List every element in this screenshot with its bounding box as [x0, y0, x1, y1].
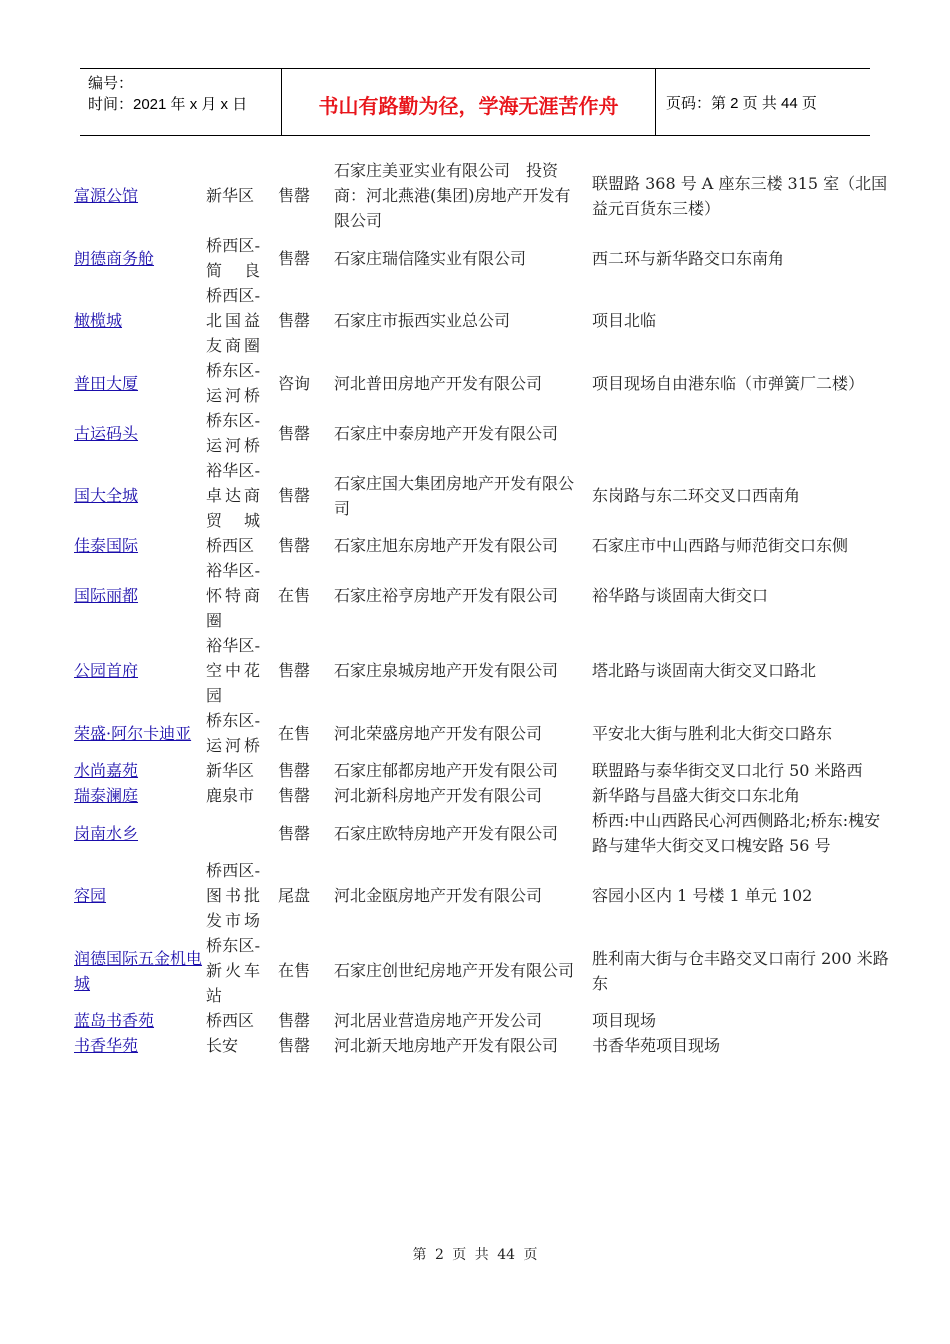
- project-name-link[interactable]: 书香华苑: [74, 1036, 139, 1055]
- status-cell: 售罄: [278, 536, 311, 555]
- district-cell: 桥东区-运河桥: [206, 711, 260, 755]
- table-row: [74, 633, 904, 708]
- developer-cell: 石家庄国大集团房地产开发有限公司: [334, 473, 575, 518]
- table-row: [74, 558, 904, 633]
- developer-cell: 石家庄美亚实业有限公司 投资商：河北燕港(集团)房地产开发有限公司: [334, 161, 571, 230]
- district-cell: 鹿泉市: [206, 786, 255, 805]
- district-cell: 桥东区-运河桥: [206, 361, 260, 405]
- status-cell: 尾盘: [278, 886, 311, 905]
- district-cell: 长安: [206, 1036, 239, 1055]
- address-cell: 西二环与新华路交口东南角: [592, 248, 785, 268]
- district-cell: 新华区: [206, 186, 255, 205]
- project-table: [74, 158, 904, 1058]
- table-row: [74, 808, 904, 858]
- project-name-link[interactable]: 国大全城: [74, 486, 139, 505]
- project-name-link[interactable]: 岗南水乡: [74, 823, 139, 843]
- table-row: [74, 708, 904, 758]
- address-cell: 桥西:中山西路民心河西侧路北;桥东:槐安路与建华大街交叉口槐安路 56 号: [592, 811, 881, 855]
- table-row: [74, 1033, 904, 1058]
- table-row: [74, 233, 904, 283]
- address-cell: 石家庄市中山西路与师范街交口东侧: [592, 536, 849, 555]
- district-cell: 桥东区-新火车站: [206, 936, 260, 1005]
- district-cell: 新华区: [206, 761, 255, 780]
- status-cell: 售罄: [278, 1011, 311, 1030]
- table-row: [74, 283, 904, 358]
- address-cell: 容园小区内 1 号楼 1 单元 102: [592, 886, 813, 905]
- district-cell: 桥西区-北国益友商圈: [206, 286, 260, 355]
- table-row: [74, 758, 904, 783]
- status-cell: 售罄: [278, 248, 311, 268]
- district-cell: 裕华区-空中花园: [206, 636, 260, 705]
- developer-cell: 石家庄旭东房地产开发有限公司: [334, 536, 559, 555]
- project-name-link[interactable]: 润德国际五金机电城: [74, 948, 203, 993]
- project-name-link[interactable]: 容园: [74, 886, 107, 905]
- developer-cell: 河北金瓯房地产开发有限公司: [334, 886, 543, 905]
- table-row: [74, 858, 904, 933]
- address-cell: 东岗路与东二环交叉口西南角: [592, 486, 801, 505]
- document-time-label: 时间：2021 年 x 月 x 日: [88, 96, 248, 113]
- project-name-link[interactable]: 普田大厦: [74, 373, 139, 393]
- developer-cell: 河北普田房地产开发有限公司: [334, 373, 543, 393]
- table-row: [74, 358, 904, 408]
- table-row: [74, 1008, 904, 1033]
- status-cell: 咨询: [278, 373, 311, 393]
- district-cell: 裕华区-卓达商贸城: [206, 461, 260, 530]
- table-row: [74, 408, 904, 458]
- status-cell: 售罄: [278, 786, 311, 805]
- developer-cell: 河北新天地房地产开发有限公司: [334, 1036, 559, 1055]
- developer-cell: 河北新科房地产开发有限公司: [334, 786, 543, 805]
- status-cell: 在售: [278, 586, 311, 605]
- status-cell: 售罄: [278, 423, 311, 443]
- header-motto: 书山有路勤为径，学海无涯苦作舟: [282, 69, 656, 135]
- table-row: [74, 458, 904, 533]
- developer-cell: 河北居业营造房地产开发公司: [334, 1011, 543, 1030]
- developer-cell: 石家庄市振西实业总公司: [334, 311, 511, 330]
- status-cell: 在售: [278, 961, 311, 980]
- status-cell: 售罄: [278, 661, 311, 680]
- status-cell: 售罄: [278, 311, 311, 330]
- district-cell: 桥东区-运河桥: [206, 411, 260, 455]
- developer-cell: 石家庄欧特房地产开发有限公司: [334, 823, 559, 843]
- table-row: [74, 783, 904, 808]
- developer-cell: 石家庄郁都房地产开发有限公司: [334, 761, 559, 780]
- project-name-link[interactable]: 荣盛·阿尔卡迪亚: [74, 723, 192, 743]
- status-cell: 售罄: [278, 823, 311, 843]
- address-cell: 胜利南大街与仓丰路交叉口南行 200 米路东: [592, 948, 889, 993]
- status-cell: 售罄: [278, 486, 311, 505]
- project-name-link[interactable]: 水尚嘉苑: [74, 761, 139, 780]
- address-cell: 书香华苑项目现场: [592, 1036, 721, 1055]
- developer-cell: 石家庄泉城房地产开发有限公司: [334, 661, 559, 680]
- developer-cell: 河北荣盛房地产开发有限公司: [334, 723, 543, 743]
- project-name-link[interactable]: 瑞泰澜庭: [74, 786, 139, 805]
- project-name-link[interactable]: 橄榄城: [74, 311, 123, 330]
- district-cell: 桥西区-简良: [206, 236, 260, 280]
- address-cell: 平安北大街与胜利北大街交口路东: [592, 723, 833, 743]
- district-cell: 桥西区-图书批发市场: [206, 861, 260, 930]
- address-cell: 项目现场: [592, 1011, 657, 1030]
- project-name-link[interactable]: 古运码头: [74, 423, 139, 443]
- project-name-link[interactable]: 公园首府: [74, 661, 139, 680]
- project-name-link[interactable]: 国际丽都: [74, 586, 139, 605]
- document-number-label: 编号：: [88, 75, 134, 92]
- status-cell: 售罄: [278, 761, 311, 780]
- project-name-link[interactable]: 富源公馆: [74, 186, 139, 205]
- project-name-link[interactable]: 蓝岛书香苑: [74, 1011, 155, 1030]
- address-cell: 新华路与昌盛大街交口东北角: [592, 786, 801, 805]
- address-cell: 项目北临: [592, 311, 657, 330]
- table-row: [74, 533, 904, 558]
- table-row: [74, 158, 904, 233]
- header-page-label: 页码：第 2 页 共 44 页: [666, 94, 817, 112]
- district-cell: 桥西区: [206, 1011, 255, 1030]
- address-cell: 项目现场自由港东临（市弹簧厂二楼）: [592, 373, 865, 393]
- project-name-link[interactable]: 佳泰国际: [74, 536, 139, 555]
- developer-cell: 石家庄中泰房地产开发有限公司: [334, 423, 559, 443]
- table-row: [74, 933, 904, 1008]
- status-cell: 售罄: [278, 1036, 311, 1055]
- address-cell: 联盟路与泰华街交叉口北行 50 米路西: [592, 761, 863, 780]
- district-cell: 桥西区: [206, 536, 255, 555]
- developer-cell: 石家庄裕亨房地产开发有限公司: [334, 586, 559, 605]
- district-cell: 裕华区-怀特商圈: [206, 561, 260, 630]
- address-cell: 联盟路 368 号 A 座东三楼 315 室（北国益元百货东三楼）: [592, 173, 888, 218]
- status-cell: 在售: [278, 723, 311, 743]
- address-cell: 裕华路与谈固南大街交口: [592, 586, 769, 605]
- header-meta: [80, 69, 282, 135]
- address-cell: 塔北路与谈固南大街交叉口路北: [592, 661, 817, 680]
- page-footer: 第 2 页 共 44 页: [412, 1247, 538, 1263]
- developer-cell: 石家庄瑞信隆实业有限公司: [334, 248, 527, 268]
- status-cell: 售罄: [278, 186, 311, 205]
- page-header: [80, 68, 870, 136]
- project-name-link[interactable]: 朗德商务舱: [74, 248, 155, 268]
- developer-cell: 石家庄创世纪房地产开发有限公司: [334, 961, 575, 980]
